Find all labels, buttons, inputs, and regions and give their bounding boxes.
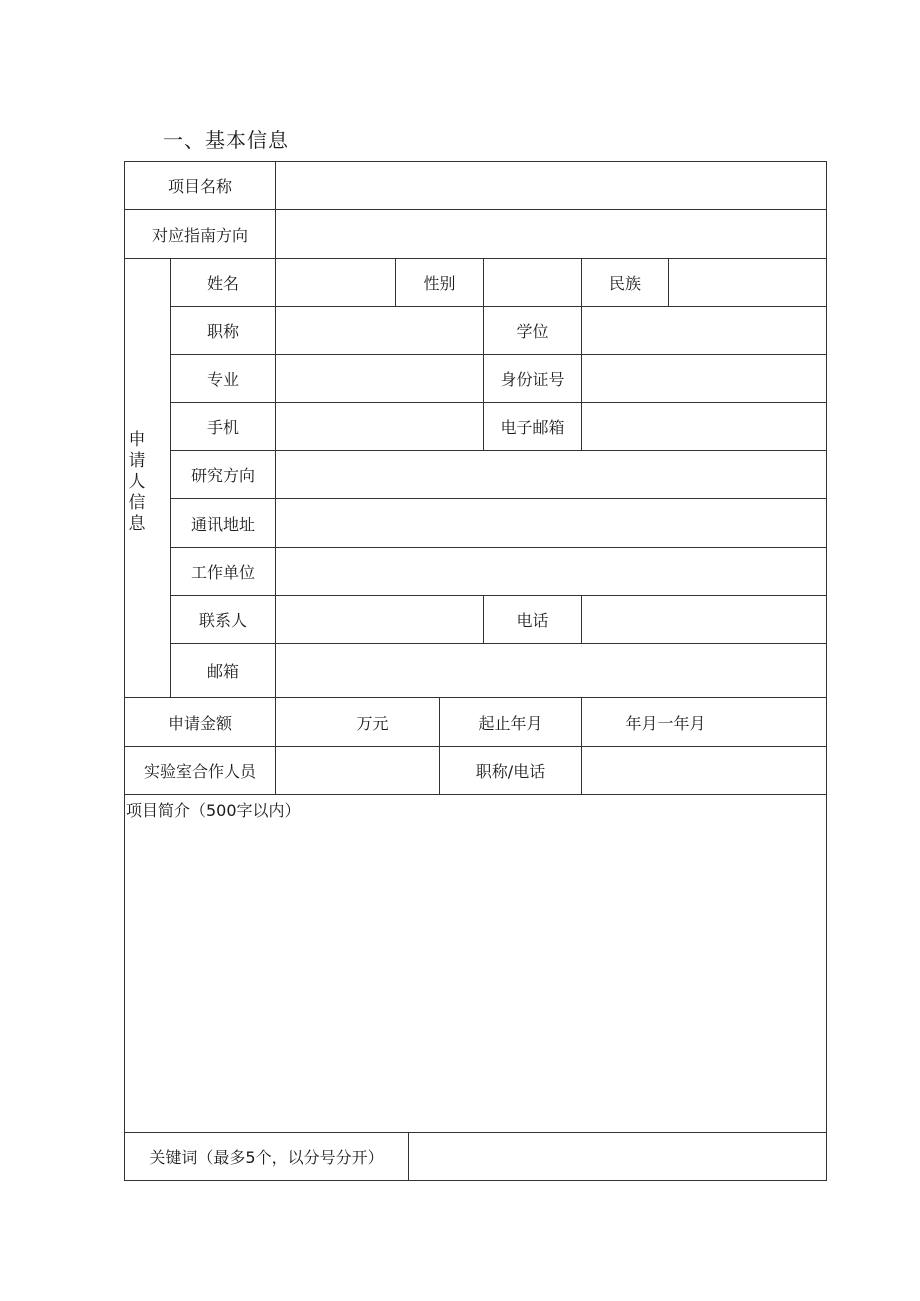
major-label: 专业 bbox=[206, 370, 239, 389]
phone-label: 电话 bbox=[516, 611, 549, 630]
degree-label: 学位 bbox=[516, 322, 549, 341]
guide-direction-field[interactable] bbox=[276, 210, 826, 258]
lab-collaborators-label: 实验室合作人员 bbox=[143, 762, 256, 781]
name-label: 姓名 bbox=[206, 274, 239, 293]
guide-direction-label: 对应指南方向 bbox=[151, 225, 248, 245]
collaborator-title-phone-field[interactable] bbox=[582, 747, 826, 794]
mailbox-field[interactable] bbox=[276, 644, 826, 697]
applicant-info-group-label: 申请人信息 bbox=[128, 430, 146, 534]
mobile-field[interactable] bbox=[276, 403, 483, 450]
lab-collaborators-field[interactable] bbox=[276, 747, 439, 794]
workplace-field[interactable] bbox=[276, 548, 826, 595]
table-border-right bbox=[826, 161, 827, 1181]
email-label: 电子邮箱 bbox=[500, 418, 565, 437]
funding-amount-label: 申请金额 bbox=[167, 713, 232, 733]
section-title: 一、基本信息 bbox=[163, 128, 289, 152]
id-number-field[interactable] bbox=[582, 355, 826, 402]
contact-person-field[interactable] bbox=[276, 596, 483, 643]
funding-amount-field[interactable]: 万元 bbox=[356, 713, 389, 733]
keywords-label: 关键词（最多5个，以分号分开） bbox=[149, 1148, 384, 1167]
project-name-label: 项目名称 bbox=[167, 177, 232, 196]
address-field[interactable] bbox=[276, 499, 826, 547]
title-field[interactable] bbox=[276, 307, 483, 354]
period-label: 起止年月 bbox=[478, 713, 543, 733]
row-divider bbox=[124, 794, 827, 795]
email-field[interactable] bbox=[582, 403, 826, 450]
gender-label: 性别 bbox=[423, 274, 456, 293]
name-field[interactable] bbox=[276, 259, 395, 306]
major-field[interactable] bbox=[276, 355, 483, 402]
keywords-field[interactable] bbox=[409, 1133, 826, 1180]
research-direction-field[interactable] bbox=[276, 451, 826, 498]
title-label: 职称 bbox=[206, 322, 239, 341]
gender-field[interactable] bbox=[484, 259, 581, 306]
degree-field[interactable] bbox=[582, 307, 826, 354]
collaborator-title-phone-label: 职称/电话 bbox=[475, 762, 546, 781]
mailbox-label: 邮箱 bbox=[206, 662, 239, 681]
mobile-label: 手机 bbox=[206, 418, 239, 437]
period-field[interactable]: 年月一年月 bbox=[625, 713, 706, 733]
research-direction-label: 研究方向 bbox=[190, 466, 255, 485]
address-label: 通讯地址 bbox=[190, 514, 255, 534]
table-border-bottom bbox=[124, 1180, 827, 1181]
id-number-label: 身份证号 bbox=[500, 370, 565, 389]
contact-person-label: 联系人 bbox=[198, 611, 247, 630]
ethnicity-label: 民族 bbox=[608, 274, 641, 293]
workplace-label: 工作单位 bbox=[190, 563, 255, 582]
project-summary-textarea[interactable] bbox=[125, 822, 826, 1132]
project-name-field[interactable] bbox=[276, 162, 826, 209]
ethnicity-field[interactable] bbox=[669, 259, 826, 306]
project-summary-label: 项目简介（500字以内） bbox=[126, 801, 301, 820]
phone-field[interactable] bbox=[582, 596, 826, 643]
